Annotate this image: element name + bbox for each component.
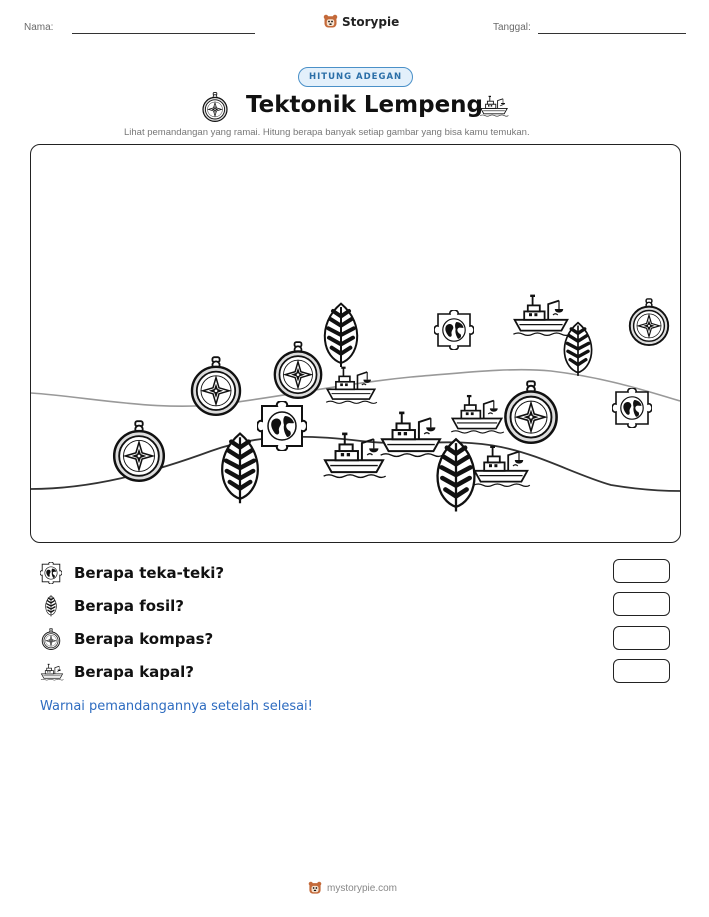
date-label: Tanggal:: [493, 22, 531, 33]
bear-logo-icon: [308, 881, 322, 895]
compass-icon: [275, 342, 321, 398]
scene-illustration: [31, 145, 680, 542]
scene-frame: [30, 144, 681, 543]
question-row-ship: [40, 661, 194, 683]
compass-icon: [200, 92, 230, 122]
answer-box-fossil[interactable]: [613, 592, 670, 616]
activity-badge: HITUNG ADEGAN: [298, 67, 413, 87]
ship-icon: [451, 395, 504, 433]
ship-icon: [324, 433, 386, 478]
ship-icon: [513, 295, 569, 336]
footer-url[interactable]: mystorypie.com: [327, 882, 398, 894]
coloring-note: Warnai pemandangannya setelah selesai!: [40, 699, 313, 714]
puzzle-globe-icon: [434, 310, 474, 350]
question-row-compass: [40, 628, 213, 650]
fossil-icon: [564, 323, 591, 376]
fossil-leaf-icon: [40, 595, 62, 617]
compass-icon: [505, 381, 556, 442]
plate-boundary-upper: [31, 370, 680, 407]
question-label: Berapa teka-teki?: [74, 564, 225, 582]
date-line[interactable]: [538, 33, 686, 34]
question-label: Berapa kompas?: [74, 630, 214, 648]
answer-box-compass[interactable]: [613, 626, 670, 650]
compass-icon: [114, 421, 164, 481]
compass-icon: [40, 628, 62, 650]
footer: [308, 881, 397, 895]
bear-logo-icon: [323, 14, 338, 29]
instructions: Lihat pemandangan yang ramai. Hitung berapa banyak setiap gambar yang bisa kamu temukan.: [124, 127, 530, 138]
question-row-fossil: [40, 595, 184, 617]
page-title: Tektonik Lempeng: [246, 92, 484, 118]
question-label: Berapa kapal?: [74, 663, 195, 681]
ship-icon: [40, 661, 64, 683]
fossil-icon: [222, 434, 258, 504]
brand-name: Storypie: [342, 14, 400, 29]
compass-icon: [192, 357, 240, 415]
fossil-icon: [438, 439, 475, 511]
ship-icon: [326, 367, 377, 404]
fossil-icon: [325, 304, 357, 367]
puzzle-globe-icon: [257, 401, 307, 451]
puzzle-globe-icon: [612, 388, 652, 428]
puzzle-globe-icon: [40, 562, 62, 584]
ship-icon: [381, 412, 443, 457]
brand-logo: [323, 14, 399, 29]
question-label: Berapa fosil?: [74, 597, 184, 615]
question-row-puzzle: [40, 562, 224, 584]
answer-box-ship[interactable]: [613, 659, 670, 683]
name-label: Nama:: [24, 22, 54, 33]
name-line[interactable]: [72, 33, 255, 34]
answer-box-puzzle[interactable]: [613, 559, 670, 583]
compass-icon: [630, 299, 668, 345]
ship-icon: [479, 93, 509, 119]
